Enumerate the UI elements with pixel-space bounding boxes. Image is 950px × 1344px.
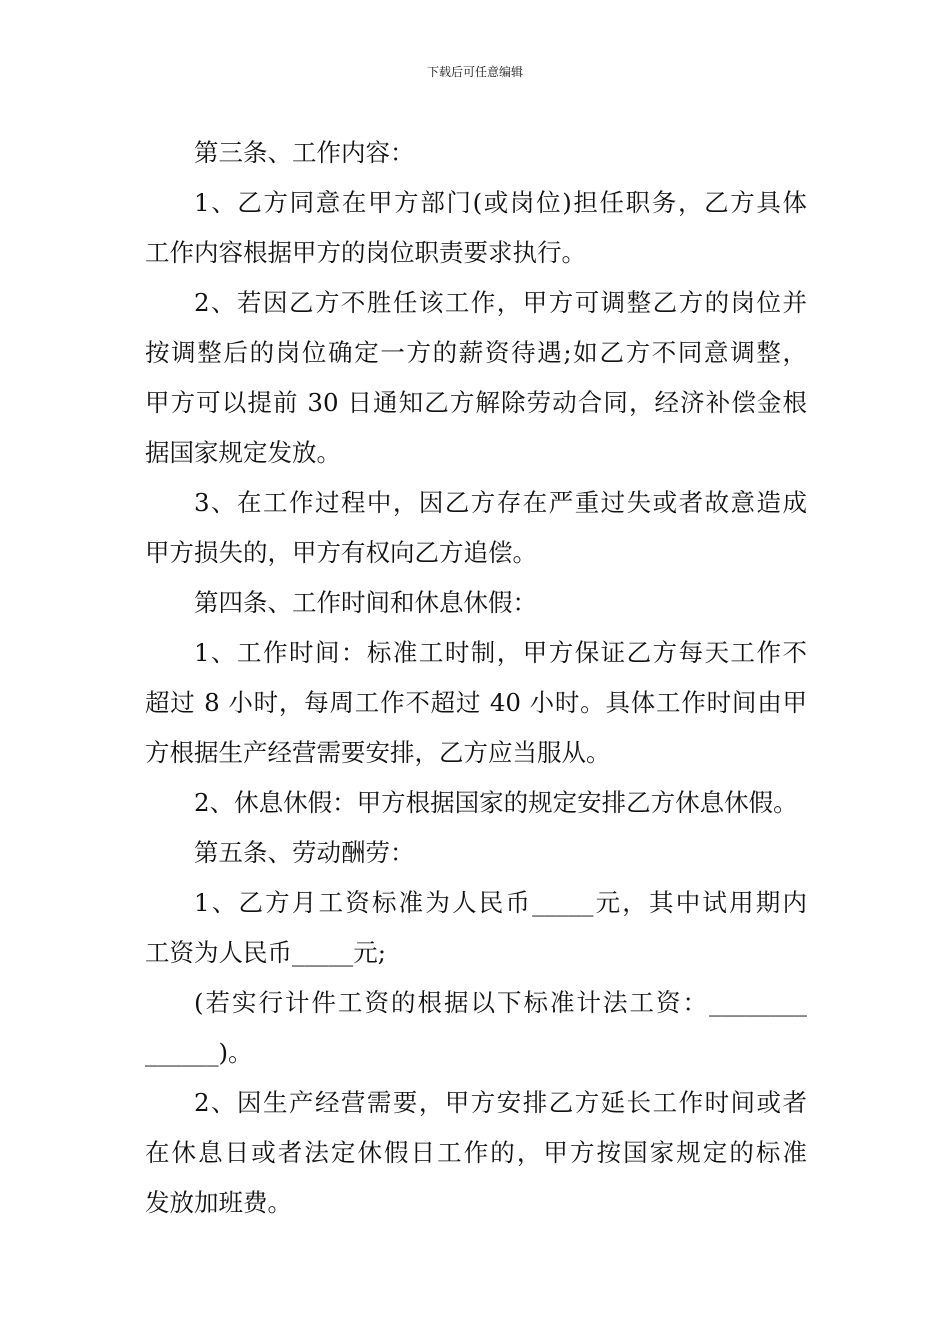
text-line: 1、工作时间：标准工时制，甲方保证乙方每天工作不 bbox=[194, 638, 807, 667]
text-line: 甲方损失的，甲方有权向乙方追偿。 bbox=[145, 538, 537, 567]
text-line: 甲方可以提前 30 日通知乙方解除劳动合同，经济补偿金根 bbox=[145, 388, 807, 417]
article-3-title bbox=[145, 128, 807, 178]
article-4-title bbox=[145, 578, 807, 628]
text-line: ______)。 bbox=[145, 1038, 253, 1067]
article-5-item-1 bbox=[145, 878, 807, 978]
text-line: 2、因生产经营需要，甲方安排乙方延长工作时间或者 bbox=[194, 1088, 807, 1117]
article-3-item-2 bbox=[145, 278, 807, 478]
text-line: 第五条、劳动酬劳： bbox=[194, 838, 415, 867]
document-body bbox=[145, 128, 807, 1228]
article-5-item-2 bbox=[145, 1078, 807, 1228]
article-5-note bbox=[145, 978, 807, 1078]
text-line: 超过 8 小时，每周工作不超过 40 小时。具体工作时间由甲 bbox=[145, 688, 807, 717]
text-line: 3、在工作过程中，因乙方存在严重过失或者故意造成 bbox=[194, 488, 807, 517]
text-line: 工作内容根据甲方的岗位职责要求执行。 bbox=[145, 238, 586, 267]
text-line: 按调整后的岗位确定一方的薪资待遇;如乙方不同意调整， bbox=[145, 338, 807, 367]
text-line: 2、休息休假：甲方根据国家的规定安排乙方休息休假。 bbox=[194, 788, 798, 817]
text-line: 第三条、工作内容： bbox=[194, 138, 415, 167]
article-4-item-1 bbox=[145, 628, 807, 778]
text-line: 在休息日或者法定休假日工作的，甲方按国家规定的标准 bbox=[145, 1138, 807, 1167]
text-line: 方根据生产经营需要安排，乙方应当服从。 bbox=[145, 738, 611, 767]
article-3-item-3 bbox=[145, 478, 807, 578]
text-line: 据国家规定发放。 bbox=[145, 438, 341, 467]
article-5-title bbox=[145, 828, 807, 878]
text-line: 发放加班费。 bbox=[145, 1188, 292, 1217]
text-line: 2、若因乙方不胜任该工作，甲方可调整乙方的岗位并 bbox=[194, 288, 807, 317]
article-3-item-1 bbox=[145, 178, 807, 278]
text-line: 工资为人民币_____元; bbox=[145, 938, 387, 967]
text-line: 第四条、工作时间和休息休假： bbox=[194, 588, 537, 617]
text-line: 1、乙方同意在甲方部门(或岗位)担任职务，乙方具体 bbox=[194, 188, 807, 217]
article-4-item-2 bbox=[145, 778, 807, 828]
page-header: 下载后可任意编辑 bbox=[426, 65, 523, 79]
text-line: (若实行计件工资的根据以下标准计法工资：________ bbox=[194, 988, 807, 1017]
text-line: 1、乙方月工资标准为人民币_____元，其中试用期内 bbox=[194, 888, 807, 917]
